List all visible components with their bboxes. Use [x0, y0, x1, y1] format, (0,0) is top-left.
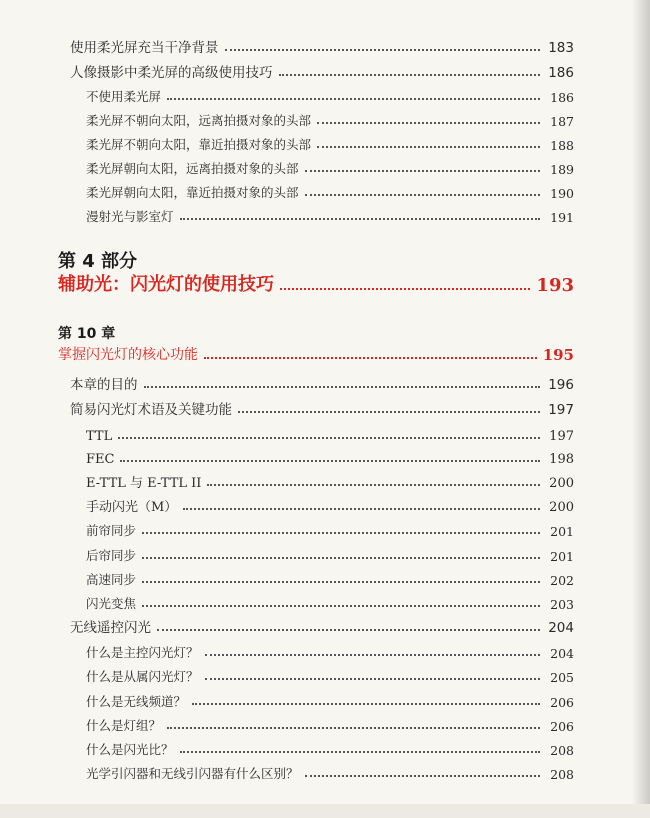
toc-entry-page: 186 — [550, 90, 574, 105]
toc-subentry[interactable] — [86, 758, 574, 782]
dot-leader — [120, 450, 540, 462]
page-edge-shadow — [632, 0, 650, 818]
toc-entry-page: 200 — [549, 500, 574, 515]
dot-leader — [142, 571, 540, 583]
chapter-label: 第 10 章 — [58, 326, 116, 342]
toc-subentry[interactable] — [86, 420, 574, 444]
toc-entry-page: 203 — [550, 597, 574, 612]
part-label: 第 4 部分 — [58, 251, 138, 272]
toc-entry-page: 197 — [548, 402, 574, 418]
toc-entry-title: 高速同步 — [86, 572, 137, 587]
toc-subentry[interactable] — [86, 105, 574, 129]
toc-subentry[interactable] — [86, 443, 574, 467]
dot-leader — [305, 765, 540, 777]
toc-subentry[interactable] — [86, 177, 574, 201]
toc-entry-title: 手动闪光（M） — [86, 500, 178, 515]
dot-leader — [192, 693, 540, 705]
toc-entry-page: 189 — [550, 162, 574, 177]
dot-leader — [204, 347, 537, 359]
toc-subentry[interactable] — [86, 588, 574, 612]
toc-entry-title: 什么是灯组？ — [86, 718, 162, 733]
chapter-title: 掌握闪光灯的核心功能 — [58, 347, 198, 363]
dot-leader — [167, 717, 540, 729]
toc-subentry[interactable] — [86, 564, 574, 588]
toc-entry-page: 208 — [550, 743, 574, 758]
toc-entry-title: 柔光屏不朝向太阳，靠近拍摄对象的头部 — [86, 137, 312, 152]
toc-entry[interactable] — [70, 394, 574, 418]
dot-leader — [180, 208, 540, 220]
toc-subentry[interactable] — [86, 129, 574, 153]
part-title: 辅助光：闪光灯的使用技巧 — [58, 274, 274, 295]
toc-entry-page: 190 — [550, 186, 574, 201]
page-bottom-strip — [0, 804, 650, 818]
toc-entry-title: 柔光屏朝向太阳，远离拍摄对象的头部 — [86, 161, 299, 176]
chapter-page: 195 — [542, 346, 574, 364]
toc-entry-title: 前帘同步 — [86, 523, 137, 538]
toc-subentry[interactable] — [86, 661, 574, 685]
toc-subentry[interactable] — [86, 540, 574, 564]
part-page: 193 — [536, 275, 574, 296]
toc-entry-title: 简易闪光灯术语及关键功能 — [70, 402, 232, 418]
dot-leader — [205, 668, 540, 680]
toc-entry-title: 后帘同步 — [86, 548, 137, 563]
toc-entry-page: 196 — [548, 377, 574, 393]
toc-entry-page: 197 — [549, 429, 574, 444]
toc-subentry[interactable] — [86, 637, 574, 661]
toc-entry-title: 柔光屏朝向太阳，靠近拍摄对象的头部 — [86, 185, 299, 200]
toc-entry-page: 205 — [550, 670, 574, 685]
dot-leader — [207, 474, 540, 486]
toc-entry-title: E-TTL 与 E-TTL II — [86, 476, 202, 491]
part-entry[interactable] — [58, 268, 574, 296]
dot-leader — [183, 498, 540, 510]
dot-leader — [305, 184, 540, 196]
toc-entry-page: 186 — [548, 65, 574, 81]
toc-entry-title: TTL — [86, 429, 113, 444]
toc-entry-page: 208 — [550, 767, 574, 782]
dot-leader — [144, 376, 541, 388]
toc-subentry[interactable] — [86, 81, 574, 105]
toc-entry-title: 柔光屏不朝向太阳，远离拍摄对象的头部 — [86, 113, 312, 128]
dot-leader — [118, 427, 540, 439]
toc-entry[interactable] — [70, 57, 574, 81]
toc-entry-page: 206 — [550, 695, 574, 710]
toc-subentry[interactable] — [86, 491, 574, 515]
toc-entry-page: 187 — [550, 114, 574, 129]
dot-leader — [142, 522, 540, 534]
toc-entry-title: 光学引闪器和无线引闪器有什么区别？ — [86, 766, 299, 781]
toc-entry-title: FEC — [86, 452, 115, 467]
dot-leader — [317, 136, 540, 148]
dot-leader — [280, 278, 530, 290]
dot-leader — [167, 88, 540, 100]
toc-entry[interactable] — [70, 369, 574, 393]
toc-entry-title: 使用柔光屏充当干净背景 — [70, 40, 219, 56]
toc-entry-title: 什么是闪光比？ — [86, 742, 174, 757]
toc-entry-page: 202 — [550, 573, 574, 588]
dot-leader — [180, 741, 540, 753]
dot-leader — [317, 112, 540, 124]
toc-entry-title: 什么是无线频道？ — [86, 694, 187, 709]
toc-entry-title: 本章的目的 — [70, 377, 138, 393]
toc-entry-title: 闪光变焦 — [86, 596, 137, 611]
toc-entry-page: 198 — [549, 452, 574, 467]
dot-leader — [205, 644, 540, 656]
toc-entry-title: 漫射光与影室灯 — [86, 209, 174, 224]
toc-entry[interactable] — [70, 32, 574, 56]
toc-subentry[interactable] — [86, 686, 574, 710]
toc-entry-title: 不使用柔光屏 — [86, 89, 162, 104]
toc-entry-page: 204 — [548, 620, 574, 636]
dot-leader — [142, 595, 540, 607]
toc-entry-page: 201 — [550, 549, 574, 564]
toc-entry-title: 人像摄影中柔光屏的高级使用技巧 — [70, 65, 273, 81]
toc-subentry[interactable] — [86, 710, 574, 734]
dot-leader — [225, 39, 541, 51]
dot-leader — [157, 619, 540, 631]
chapter-entry[interactable] — [58, 340, 574, 364]
toc-subentry[interactable] — [86, 467, 574, 491]
dot-leader — [305, 160, 540, 172]
toc-subentry[interactable] — [86, 734, 574, 758]
dot-leader — [238, 401, 540, 413]
toc-entry-page: 204 — [550, 646, 574, 661]
toc-subentry[interactable] — [86, 153, 574, 177]
dot-leader — [142, 547, 540, 559]
toc-entry-page: 191 — [550, 210, 574, 225]
toc-entry[interactable] — [70, 612, 574, 636]
toc-entry-page: 188 — [550, 138, 574, 153]
toc-entry-page: 200 — [549, 476, 574, 491]
toc-entry-page: 201 — [550, 524, 574, 539]
dot-leader — [279, 64, 541, 76]
toc-entry-title: 什么是主控闪光灯？ — [86, 645, 199, 660]
toc-subentry[interactable] — [86, 201, 574, 225]
toc-entry-title: 什么是从属闪光灯？ — [86, 669, 199, 684]
toc-subentry[interactable] — [86, 515, 574, 539]
toc-entry-page: 183 — [548, 40, 574, 56]
toc-entry-title: 无线遥控闪光 — [70, 620, 151, 636]
toc-entry-page: 206 — [550, 719, 574, 734]
